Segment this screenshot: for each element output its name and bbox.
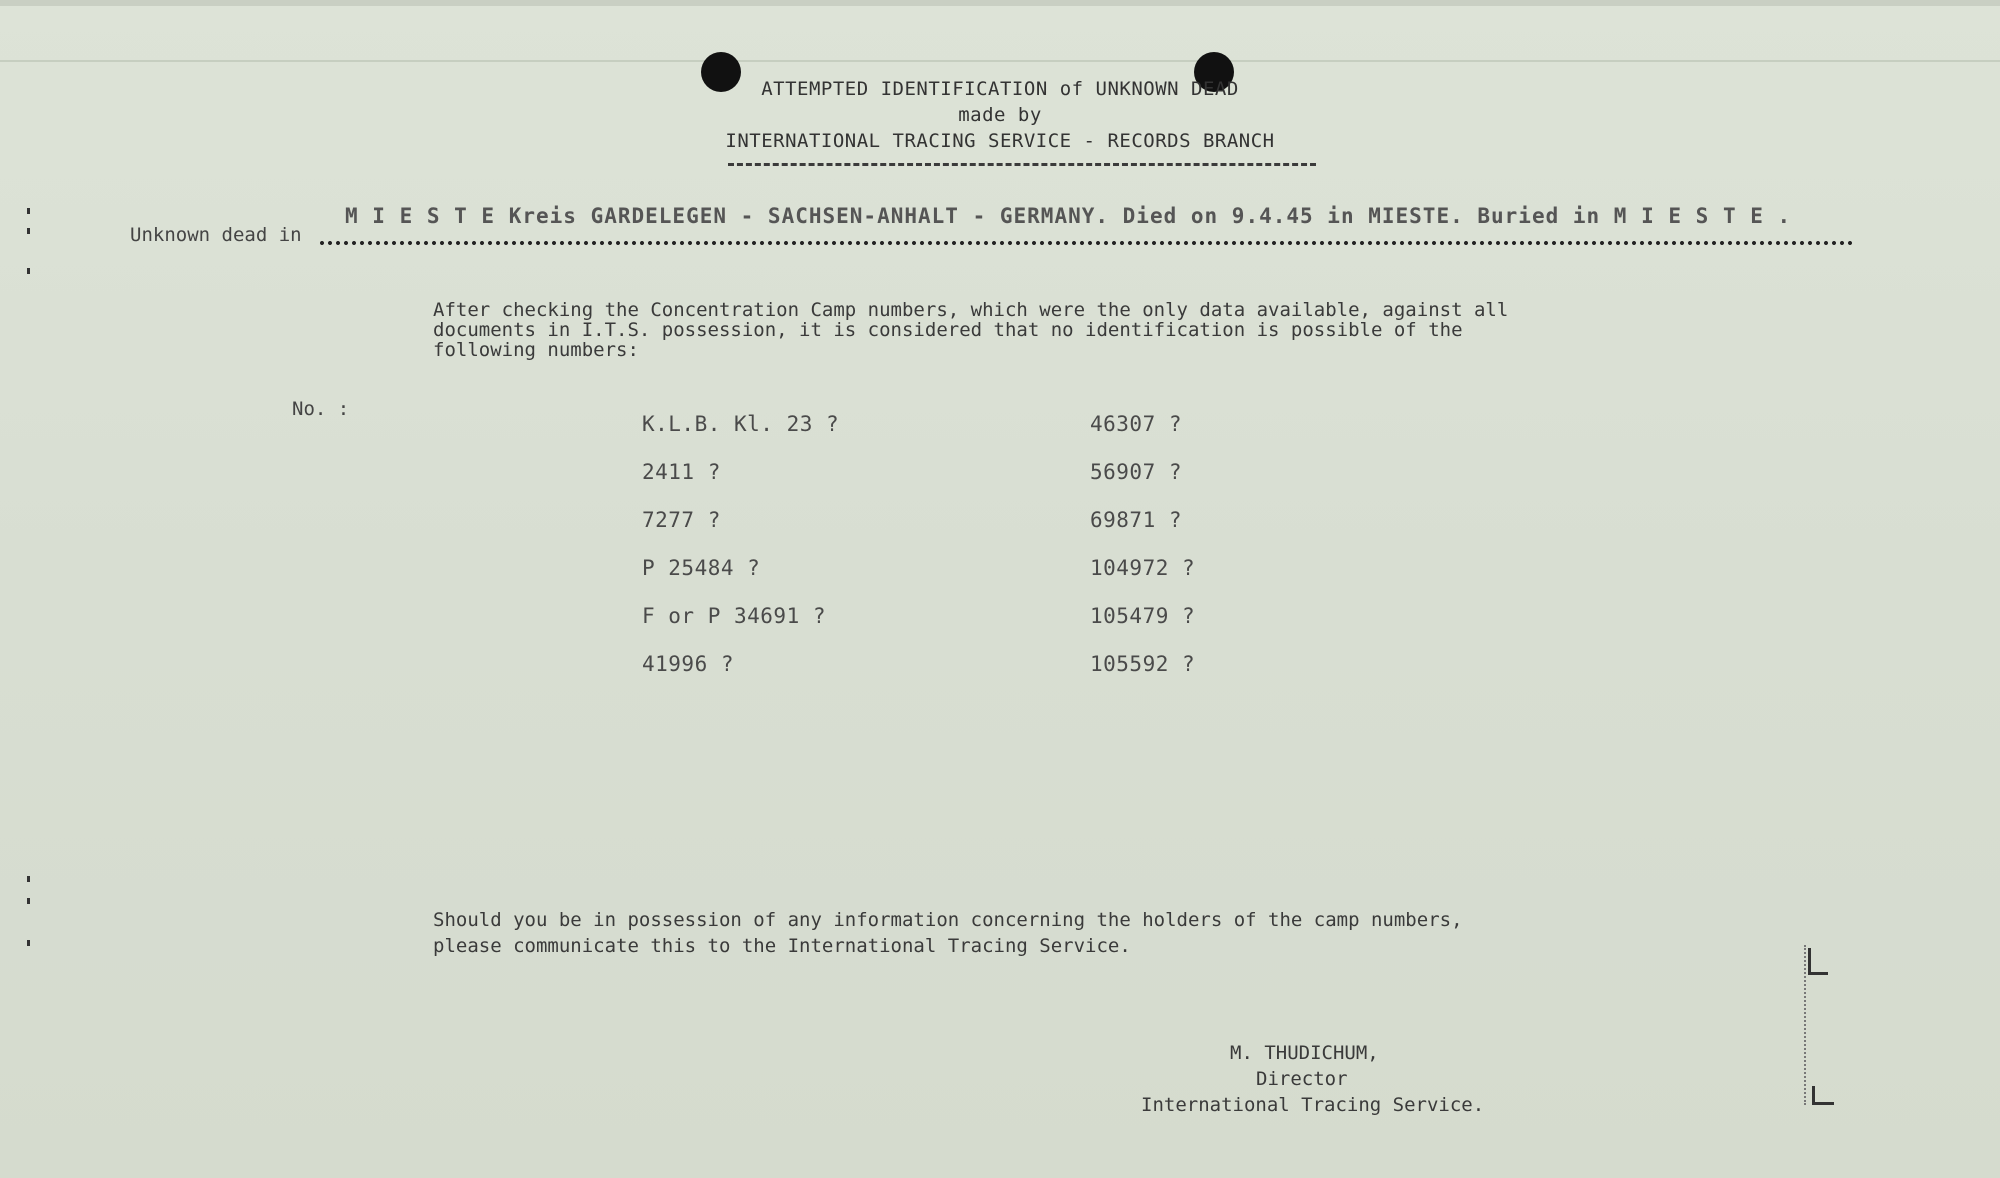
margin-mark: [27, 876, 30, 882]
paper-fold-line: [0, 60, 2000, 62]
intro-line-3: following numbers:: [433, 339, 639, 361]
margin-mark: [27, 268, 30, 274]
camp-number-left-2: 2411 ?: [642, 460, 721, 484]
closing-line-2: please communicate this to the International Tracing Service.: [433, 935, 1131, 957]
signature-title: Director: [1256, 1068, 1348, 1090]
camp-number-right-4: 104972 ?: [1090, 556, 1196, 580]
signature-name: M. THUDICHUM,: [1230, 1042, 1379, 1064]
place-of-death: M I E S T E Kreis GARDELEGEN - SACHSEN-ANHALT - GERMANY. Died on 9.4.45 in MIESTE. Buried in M I E S T E .: [345, 204, 1792, 228]
corner-mark-stroke: [1812, 1102, 1834, 1105]
camp-number-right-6: 105592 ?: [1090, 652, 1196, 676]
camp-number-left-4: P 25484 ?: [642, 556, 761, 580]
header-made-by: made by: [958, 104, 1042, 126]
paper-top-edge: [0, 0, 2000, 6]
intro-line-1: After checking the Concentration Camp numbers, which were the only data available, against all: [433, 299, 1509, 321]
camp-number-right-2: 56907 ?: [1090, 460, 1183, 484]
camp-number-left-3: 7277 ?: [642, 508, 721, 532]
header-organization: INTERNATIONAL TRACING SERVICE - RECORDS BRANCH: [725, 130, 1275, 152]
header-underline: [728, 163, 1316, 166]
intro-line-2: documents in I.T.S. possession, it is considered that no identification is possible of the: [433, 319, 1463, 341]
margin-mark: [27, 228, 30, 234]
unknown-dead-label: Unknown dead in: [130, 224, 302, 246]
camp-number-left-1: K.L.B. Kl. 23 ?: [642, 412, 840, 436]
margin-mark: [27, 940, 30, 946]
dotted-fill-line: [318, 240, 1854, 246]
header-title: ATTEMPTED IDENTIFICATION of UNKNOWN DEAD: [761, 78, 1239, 100]
margin-mark: [27, 898, 30, 904]
camp-number-left-6: 41996 ?: [642, 652, 735, 676]
corner-mark-stroke: [1808, 948, 1811, 974]
numbers-label: No. :: [292, 398, 350, 420]
camp-number-right-5: 105479 ?: [1090, 604, 1196, 628]
corner-mark-stroke: [1808, 972, 1828, 975]
camp-number-right-1: 46307 ?: [1090, 412, 1183, 436]
margin-mark: [27, 208, 30, 214]
signature-organization: International Tracing Service.: [1141, 1094, 1485, 1116]
camp-number-left-5: F or P 34691 ?: [642, 604, 827, 628]
camp-number-right-3: 69871 ?: [1090, 508, 1183, 532]
closing-line-1: Should you be in possession of any information concerning the holders of the camp numbers,: [433, 909, 1463, 931]
